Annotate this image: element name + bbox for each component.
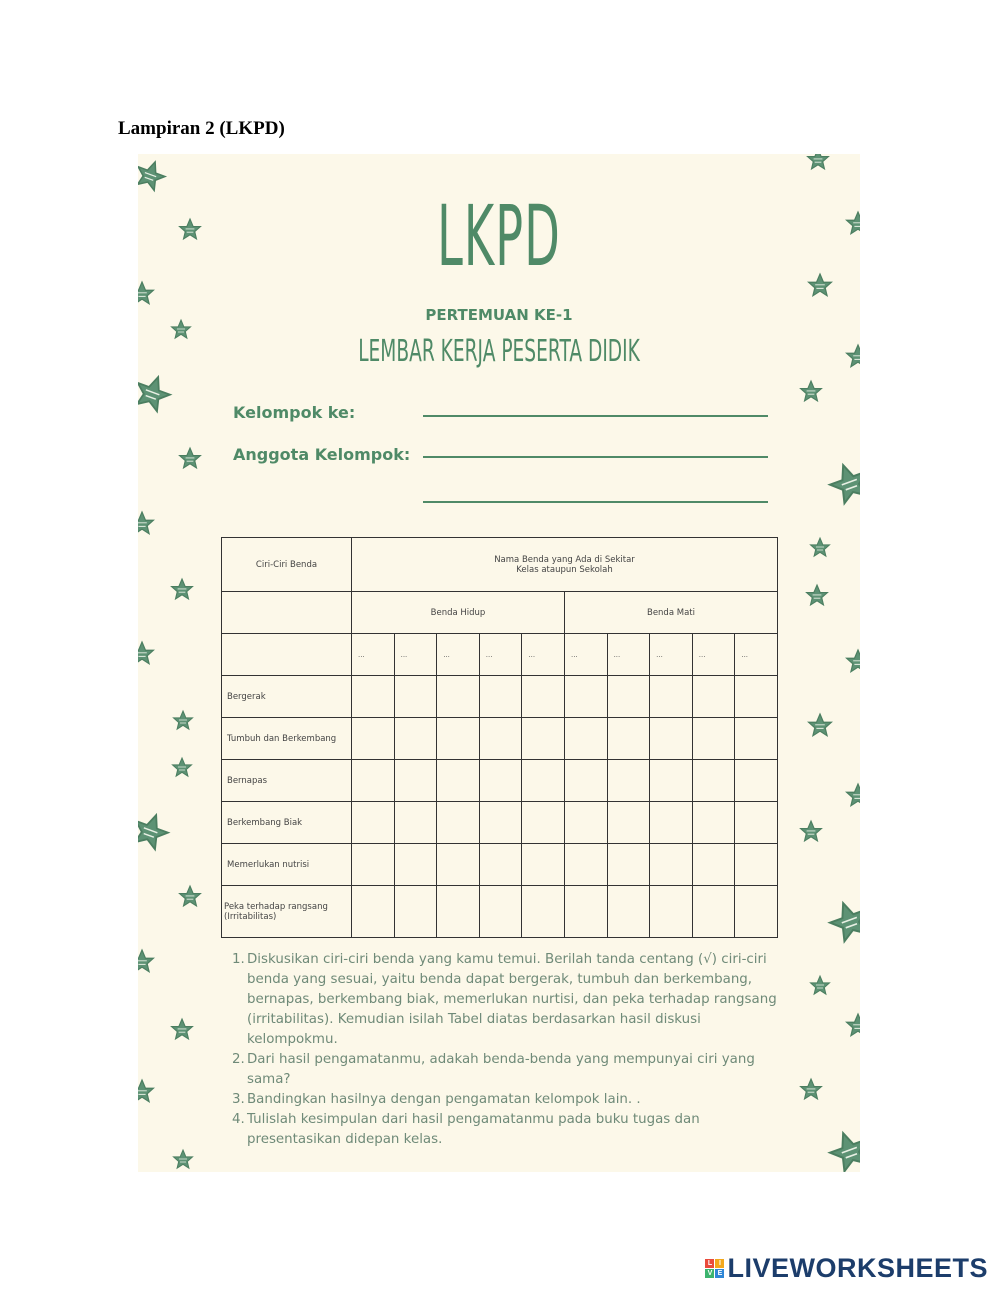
check-cell[interactable] [394,760,437,802]
table-row [222,718,778,760]
star-icon [138,371,174,413]
members-field-1[interactable] [423,456,768,458]
star-icon [847,212,860,234]
check-cell[interactable] [479,718,522,760]
check-cell[interactable] [692,718,735,760]
check-cell[interactable] [394,676,437,718]
brand-mark-letter: E [715,1269,724,1278]
check-cell[interactable] [692,760,735,802]
check-cell[interactable] [479,886,522,938]
check-cell[interactable] [394,802,437,844]
star-icon [801,1079,822,1099]
object-name-input[interactable]: ... [564,634,607,676]
check-cell[interactable] [437,802,480,844]
group-field[interactable] [423,415,768,417]
star-icon [809,714,832,736]
check-cell[interactable] [522,718,565,760]
star-icon [138,950,153,972]
check-cell[interactable] [650,844,693,886]
check-cell[interactable] [437,886,480,938]
row-label: Bernapas [222,760,352,802]
table-row [222,676,778,718]
check-cell[interactable] [564,802,607,844]
check-cell[interactable] [394,718,437,760]
brand-mark-letter: I [715,1259,724,1268]
check-cell[interactable] [479,760,522,802]
row-label: Peka terhadap rangsang (Irritabilitas) [222,886,352,938]
check-cell[interactable] [394,844,437,886]
star-icon [138,157,169,192]
star-icon [173,758,192,776]
star-icon [138,809,172,851]
check-cell[interactable] [352,802,395,844]
star-icon [847,345,860,367]
liveworksheets-logo[interactable] [705,1253,988,1284]
star-icon [825,897,860,944]
check-cell[interactable] [735,802,778,844]
check-cell[interactable] [607,676,650,718]
check-cell[interactable] [607,718,650,760]
object-name-input[interactable]: ... [522,634,565,676]
row-label: Bergerak [222,676,352,718]
star-icon [801,821,822,841]
members-label: Anggota Kelompok: [233,445,411,464]
meeting-label: PERTEMUAN KE-1 [425,306,573,324]
brand-mark-letter: V [705,1269,714,1278]
instruction-item: 2. Dari hasil pengamatanmu, adakah benda-benda yang mempunyai ciri yang sama? [232,1052,755,1087]
check-cell[interactable] [437,844,480,886]
check-cell[interactable] [394,886,437,938]
header-object-names: Nama Benda yang Ada di Sekitar Kelas ataupun Sekolah [352,538,778,592]
worksheet-subtitle: LEMBAR KERJA PESERTA DIDIK [358,334,640,369]
check-cell[interactable] [650,718,693,760]
check-cell[interactable] [564,760,607,802]
check-cell[interactable] [522,886,565,938]
check-cell[interactable] [650,760,693,802]
star-icon [825,1127,860,1172]
check-cell[interactable] [735,760,778,802]
star-icon [174,711,193,729]
check-cell[interactable] [650,886,693,938]
star-icon [811,538,830,556]
table-row [222,802,778,844]
star-icon [180,886,201,906]
check-cell[interactable] [564,676,607,718]
table-row [222,844,778,886]
star-icon [138,512,153,534]
instruction-item: 4. Tulislah kesimpulan dari hasil pengamatanmu pada buku tugas dan presentasikan didepan kelas. [232,1112,700,1147]
check-cell[interactable] [352,844,395,886]
table-row [222,886,778,938]
star-icon [847,1014,860,1036]
star-icon [174,1150,193,1168]
observation-table [221,537,778,938]
check-cell[interactable] [607,886,650,938]
check-cell[interactable] [607,844,650,886]
object-name-input[interactable]: ... [650,634,693,676]
check-cell[interactable] [564,844,607,886]
instruction-item: 1. Diskusikan ciri-ciri benda yang kamu temui. Berilah tanda centang (√) ciri-ciri benda yang sesuai, yaitu benda dapat bergerak, tumbuh dan berkembang, bernapas, berkembang biak, memerlukan nurtisi, dan peka terhadap rangsang (irritabilitas). Kemudian isilah Tabel diatas berdasarkan hasil diskusi kelompokmu. [232,952,777,1047]
star-icon [172,579,193,599]
check-cell[interactable] [735,676,778,718]
check-cell[interactable] [522,676,565,718]
check-cell[interactable] [352,760,395,802]
object-name-input[interactable]: ... [692,634,735,676]
star-icon [847,784,860,806]
check-cell[interactable] [522,760,565,802]
document-heading: Lampiran 2 (LKPD) [118,118,285,139]
check-cell[interactable] [352,676,395,718]
star-icon [809,274,832,296]
check-cell[interactable] [352,886,395,938]
star-icon [808,154,829,169]
star-icon [825,459,860,506]
check-cell[interactable] [735,718,778,760]
star-icon [180,448,201,468]
star-icon [807,585,828,605]
header-empty-cell [222,634,352,676]
check-cell[interactable] [437,718,480,760]
header-empty-cell [222,592,352,634]
header-nonliving-things: Benda Mati [564,592,777,634]
star-icon [811,976,830,994]
instructions-list [232,950,782,1150]
brand-mark-letter: L [705,1259,714,1268]
group-label: Kelompok ke: [233,403,356,422]
check-cell[interactable] [437,676,480,718]
object-name-input[interactable]: ... [607,634,650,676]
header-characteristics: Ciri-Ciri Benda [222,538,352,592]
check-cell[interactable] [522,802,565,844]
object-name-row [222,634,778,676]
check-cell[interactable] [522,844,565,886]
star-icon [180,219,201,239]
check-cell[interactable] [564,886,607,938]
object-name-input[interactable]: ... [437,634,480,676]
check-cell[interactable] [479,676,522,718]
members-field-2[interactable] [423,501,768,503]
check-cell[interactable] [692,844,735,886]
table-row [222,760,778,802]
row-label: Memerlukan nutrisi [222,844,352,886]
check-cell[interactable] [437,760,480,802]
worksheet-page [138,154,860,1172]
header-living-things: Benda Hidup [352,592,565,634]
check-cell[interactable] [735,886,778,938]
star-icon [138,282,153,304]
star-icon [138,642,153,664]
star-icon [801,381,822,401]
star-icon [847,650,860,672]
check-cell[interactable] [607,802,650,844]
brand-name: LIVEWORKSHEETS [727,1253,988,1283]
check-cell[interactable] [650,802,693,844]
brand-mark-icon [705,1259,724,1278]
instruction-item: 3. Bandingkan hasilnya dengan pengamatan kelompok lain. . [232,1092,641,1107]
object-name-input[interactable]: ... [479,634,522,676]
object-name-input[interactable]: ... [394,634,437,676]
check-cell[interactable] [564,718,607,760]
star-icon [172,1019,193,1039]
check-cell[interactable] [479,802,522,844]
check-cell[interactable] [352,718,395,760]
check-cell[interactable] [692,886,735,938]
row-label: Tumbuh dan Berkembang [222,718,352,760]
star-icon [138,1080,153,1102]
check-cell[interactable] [607,760,650,802]
check-cell[interactable] [479,844,522,886]
object-name-input[interactable]: ... [735,634,778,676]
check-cell[interactable] [735,844,778,886]
object-name-input[interactable]: ... [352,634,395,676]
check-cell[interactable] [692,802,735,844]
check-cell[interactable] [692,676,735,718]
row-label: Berkembang Biak [222,802,352,844]
check-cell[interactable] [650,676,693,718]
worksheet-title: LKPD [437,187,561,285]
